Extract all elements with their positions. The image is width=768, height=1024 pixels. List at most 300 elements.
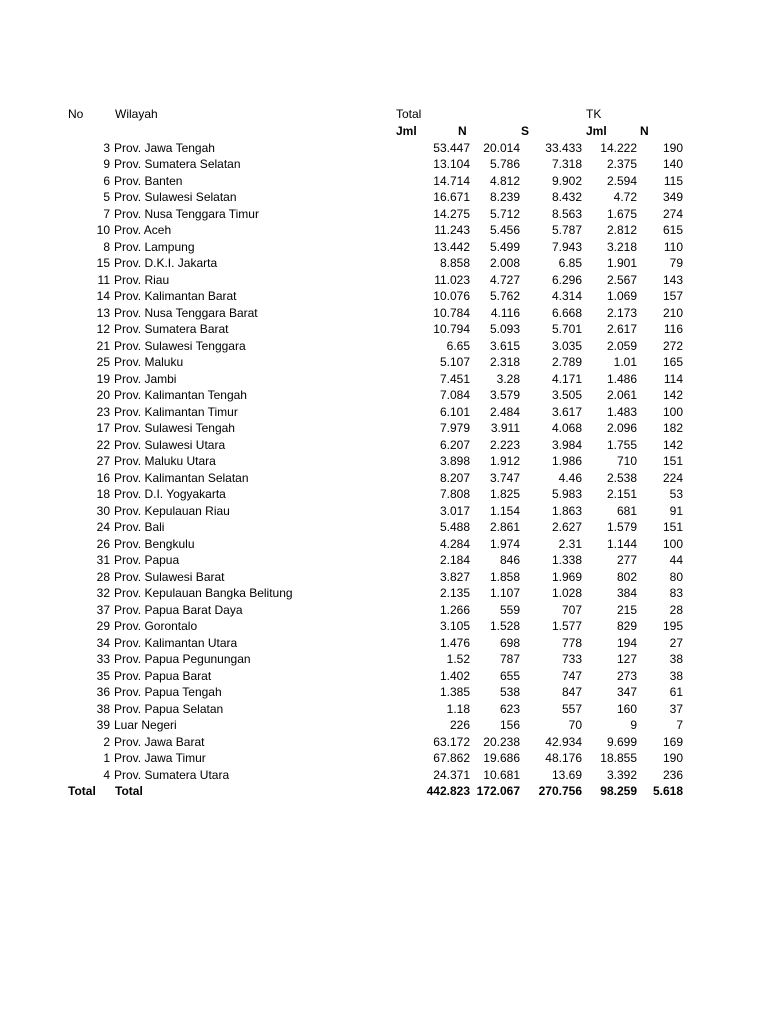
row-tk-n: 169 bbox=[662, 734, 683, 749]
row-no: 29 bbox=[96, 619, 110, 633]
row-tk-jml: 829 bbox=[616, 619, 637, 633]
total-n: 172.067 bbox=[476, 784, 520, 798]
table-row bbox=[0, 404, 768, 420]
row-wilayah: Prov. Sulawesi Barat bbox=[114, 569, 225, 584]
row-wilayah: Prov. Gorontalo bbox=[114, 619, 198, 633]
row-no: 10 bbox=[96, 223, 110, 237]
table-row bbox=[0, 305, 768, 321]
row-tk-jml: 2.538 bbox=[606, 470, 637, 485]
subheader-s: S bbox=[521, 124, 530, 138]
row-tk-jml: 2.173 bbox=[606, 305, 637, 320]
row-n: 20.238 bbox=[483, 734, 520, 749]
row-n: 1.107 bbox=[489, 586, 520, 600]
row-wilayah: Prov. Sumatera Barat bbox=[114, 322, 229, 336]
subheader-tk-jml: Jml bbox=[586, 124, 607, 138]
row-n: 655 bbox=[499, 668, 520, 683]
subheader-jml: Jml bbox=[396, 124, 417, 138]
row-s: 70 bbox=[568, 718, 582, 732]
row-n: 5.499 bbox=[489, 239, 520, 254]
row-n: 1.974 bbox=[489, 536, 520, 551]
row-jml: 1.476 bbox=[439, 635, 470, 650]
row-wilayah: Prov. Sumatera Selatan bbox=[114, 157, 241, 171]
header-no: No bbox=[68, 107, 84, 121]
row-no: 37 bbox=[96, 602, 110, 617]
row-no: 24 bbox=[96, 520, 110, 534]
row-tk-n: 27 bbox=[669, 635, 683, 650]
row-n: 2.861 bbox=[489, 520, 520, 534]
row-jml: 6.101 bbox=[439, 404, 470, 419]
row-n: 3.615 bbox=[489, 338, 520, 353]
row-n: 1.912 bbox=[489, 454, 520, 468]
row-jml: 10.076 bbox=[433, 289, 470, 303]
row-n: 3.911 bbox=[490, 421, 520, 435]
row-no: 14 bbox=[96, 289, 110, 303]
row-tk-n: 83 bbox=[669, 586, 683, 600]
subheader-row bbox=[0, 123, 768, 139]
row-jml: 6.65 bbox=[446, 338, 470, 353]
row-n: 4.116 bbox=[490, 305, 520, 320]
row-wilayah: Prov. D.I. Yogyakarta bbox=[114, 487, 226, 501]
table-row bbox=[0, 239, 768, 255]
row-tk-n: 182 bbox=[662, 421, 683, 435]
table-row bbox=[0, 470, 768, 486]
table-row bbox=[0, 206, 768, 222]
row-wilayah: Prov. Bengkulu bbox=[114, 536, 195, 551]
row-jml: 1.266 bbox=[439, 602, 470, 617]
table-row bbox=[0, 173, 768, 189]
row-n: 559 bbox=[499, 602, 520, 617]
row-tk-n: 140 bbox=[662, 157, 683, 171]
row-tk-n: 37 bbox=[669, 701, 683, 716]
row-wilayah: Prov. Papua Barat Daya bbox=[114, 602, 243, 617]
row-no: 38 bbox=[96, 701, 110, 716]
row-tk-jml: 160 bbox=[616, 701, 637, 716]
row-s: 48.176 bbox=[545, 751, 582, 765]
row-no: 34 bbox=[96, 635, 110, 650]
row-wilayah: Prov. Papua bbox=[114, 553, 180, 567]
row-s: 3.617 bbox=[551, 404, 582, 419]
row-tk-n: 274 bbox=[662, 206, 683, 221]
row-n: 8.239 bbox=[489, 190, 520, 204]
table-row bbox=[0, 288, 768, 304]
table-row bbox=[0, 635, 768, 651]
row-s: 6.85 bbox=[558, 256, 582, 270]
row-n: 1.858 bbox=[489, 569, 520, 584]
row-s: 1.028 bbox=[551, 586, 582, 600]
header-total: Total bbox=[396, 107, 422, 121]
row-wilayah: Prov. Aceh bbox=[114, 223, 172, 237]
row-tk-n: 236 bbox=[662, 767, 683, 782]
row-wilayah: Prov. Kalimantan Timur bbox=[114, 404, 238, 419]
row-n: 20.014 bbox=[483, 140, 520, 155]
row-tk-n: 115 bbox=[663, 173, 683, 188]
row-n: 5.786 bbox=[489, 157, 520, 171]
row-no: 25 bbox=[96, 355, 110, 369]
row-tk-n: 28 bbox=[669, 602, 683, 617]
row-no: 11 bbox=[97, 272, 110, 287]
table-row bbox=[0, 387, 768, 403]
table-row bbox=[0, 321, 768, 337]
row-s: 2.31 bbox=[558, 536, 582, 551]
table-row bbox=[0, 189, 768, 205]
table-row bbox=[0, 272, 768, 288]
row-jml: 14.275 bbox=[433, 206, 470, 221]
row-no: 1 bbox=[103, 751, 110, 765]
row-n: 1.825 bbox=[489, 487, 520, 501]
row-tk-n: 38 bbox=[669, 652, 683, 666]
row-tk-n: 7 bbox=[676, 718, 683, 732]
row-wilayah: Prov. Lampung bbox=[114, 239, 195, 254]
row-tk-jml: 9 bbox=[630, 718, 637, 732]
row-no: 21 bbox=[96, 338, 110, 353]
table-row bbox=[0, 618, 768, 634]
row-jml: 11.243 bbox=[434, 223, 470, 237]
table-row bbox=[0, 519, 768, 535]
row-tk-n: 349 bbox=[662, 190, 683, 204]
row-n: 2.318 bbox=[489, 355, 520, 369]
row-tk-jml: 3.392 bbox=[606, 767, 637, 782]
row-s: 847 bbox=[561, 685, 582, 699]
row-wilayah: Prov. Nusa Tenggara Barat bbox=[114, 305, 258, 320]
row-s: 1.863 bbox=[551, 503, 582, 518]
row-tk-jml: 2.096 bbox=[606, 421, 637, 435]
row-jml: 5.107 bbox=[439, 355, 470, 369]
row-no: 16 bbox=[96, 470, 110, 485]
row-tk-jml: 194 bbox=[616, 635, 637, 650]
row-n: 5.456 bbox=[489, 223, 520, 237]
row-s: 9.902 bbox=[551, 173, 582, 188]
row-tk-n: 38 bbox=[669, 668, 683, 683]
row-jml: 7.808 bbox=[439, 487, 470, 501]
row-jml: 11.023 bbox=[434, 272, 470, 287]
total-label: Total bbox=[68, 784, 96, 798]
row-s: 4.068 bbox=[551, 421, 582, 435]
row-tk-n: 116 bbox=[663, 322, 683, 336]
row-s: 2.789 bbox=[551, 355, 582, 369]
row-n: 1.154 bbox=[489, 503, 520, 518]
row-n: 5.762 bbox=[489, 289, 520, 303]
row-s: 707 bbox=[561, 602, 582, 617]
row-s: 3.035 bbox=[551, 338, 582, 353]
table-row bbox=[0, 453, 768, 469]
row-tk-jml: 2.617 bbox=[606, 322, 637, 336]
row-jml: 2.184 bbox=[439, 553, 470, 567]
row-s: 747 bbox=[561, 668, 582, 683]
table-row bbox=[0, 569, 768, 585]
row-n: 19.686 bbox=[483, 751, 520, 765]
row-n: 787 bbox=[499, 652, 520, 666]
row-s: 7.318 bbox=[551, 157, 582, 171]
table-row bbox=[0, 668, 768, 684]
row-jml: 63.172 bbox=[433, 734, 470, 749]
row-jml: 7.979 bbox=[439, 421, 470, 435]
row-jml: 13.104 bbox=[433, 157, 470, 171]
row-n: 623 bbox=[499, 701, 520, 716]
row-n: 10.681 bbox=[483, 767, 520, 782]
row-tk-n: 195 bbox=[662, 619, 683, 633]
table-row bbox=[0, 156, 768, 172]
row-jml: 8.207 bbox=[439, 470, 470, 485]
row-jml: 1.52 bbox=[446, 652, 470, 666]
row-tk-jml: 802 bbox=[616, 569, 637, 584]
row-wilayah: Prov. Kalimantan Tengah bbox=[114, 388, 247, 402]
total-row bbox=[0, 783, 768, 799]
table-row bbox=[0, 222, 768, 238]
row-jml: 6.207 bbox=[439, 437, 470, 452]
row-wilayah: Prov. Jawa Tengah bbox=[114, 140, 215, 155]
row-no: 31 bbox=[96, 553, 110, 567]
row-wilayah: Prov. D.K.I. Jakarta bbox=[114, 256, 218, 270]
row-n: 3.28 bbox=[496, 371, 520, 386]
row-jml: 2.135 bbox=[439, 586, 470, 600]
row-no: 32 bbox=[96, 586, 110, 600]
row-tk-n: 80 bbox=[669, 569, 683, 584]
row-tk-n: 157 bbox=[662, 289, 683, 303]
row-jml: 16.671 bbox=[433, 190, 470, 204]
table-row bbox=[0, 140, 768, 156]
row-wilayah: Prov. Sulawesi Selatan bbox=[114, 190, 237, 204]
total-tk-jml: 98.259 bbox=[600, 784, 637, 798]
row-tk-n: 53 bbox=[669, 487, 683, 501]
row-s: 4.46 bbox=[558, 470, 582, 485]
row-tk-n: 142 bbox=[662, 437, 683, 452]
row-wilayah: Prov. Kalimantan Utara bbox=[114, 635, 238, 650]
row-tk-jml: 9.699 bbox=[606, 734, 637, 749]
row-tk-jml: 4.72 bbox=[613, 190, 637, 204]
table-row bbox=[0, 552, 768, 568]
row-tk-n: 114 bbox=[663, 371, 683, 386]
row-no: 5 bbox=[103, 190, 110, 204]
row-tk-jml: 1.901 bbox=[606, 256, 637, 270]
row-tk-jml: 1.144 bbox=[606, 536, 637, 551]
row-no: 12 bbox=[96, 322, 110, 336]
total-jml: 442.823 bbox=[426, 784, 470, 798]
table-row bbox=[0, 734, 768, 750]
row-n: 538 bbox=[499, 685, 520, 699]
row-s: 4.171 bbox=[551, 371, 582, 386]
row-tk-jml: 273 bbox=[616, 668, 637, 683]
table-row bbox=[0, 486, 768, 502]
row-tk-n: 165 bbox=[662, 355, 683, 369]
row-jml: 10.794 bbox=[433, 322, 470, 336]
table-row bbox=[0, 767, 768, 783]
table-row bbox=[0, 701, 768, 717]
row-tk-n: 190 bbox=[662, 751, 683, 765]
row-tk-jml: 2.061 bbox=[606, 388, 637, 402]
row-wilayah: Prov. Kepulauan Bangka Belitung bbox=[114, 586, 293, 600]
table-row bbox=[0, 371, 768, 387]
row-tk-jml: 1.755 bbox=[606, 437, 637, 452]
table-row bbox=[0, 602, 768, 618]
row-wilayah: Prov. Kalimantan Barat bbox=[114, 289, 237, 303]
row-tk-jml: 127 bbox=[616, 652, 637, 666]
row-s: 5.983 bbox=[551, 487, 582, 501]
row-tk-n: 272 bbox=[662, 338, 683, 353]
row-wilayah: Prov. Sumatera Utara bbox=[114, 767, 230, 782]
total-tk-n: 5.618 bbox=[652, 784, 683, 798]
row-tk-jml: 2.375 bbox=[606, 157, 637, 171]
row-s: 1.969 bbox=[551, 569, 582, 584]
row-n: 2.223 bbox=[489, 437, 520, 452]
row-wilayah: Prov. Sulawesi Tenggara bbox=[114, 338, 246, 353]
row-wilayah: Prov. Jawa Timur bbox=[114, 751, 206, 765]
row-n: 5.712 bbox=[489, 206, 520, 221]
header-wilayah: Wilayah bbox=[115, 107, 158, 121]
header-tk: TK bbox=[586, 107, 602, 121]
row-tk-jml: 18.855 bbox=[600, 751, 637, 765]
row-no: 18 bbox=[96, 487, 110, 501]
row-tk-jml: 1.483 bbox=[606, 404, 637, 419]
row-jml: 226 bbox=[449, 718, 470, 732]
row-s: 33.433 bbox=[545, 140, 582, 155]
row-wilayah: Prov. Papua Tengah bbox=[114, 685, 222, 699]
row-no: 15 bbox=[96, 256, 110, 270]
row-tk-jml: 2.567 bbox=[606, 272, 637, 287]
row-no: 27 bbox=[96, 454, 110, 468]
table-row bbox=[0, 420, 768, 436]
row-wilayah: Prov. Papua Selatan bbox=[114, 701, 224, 716]
row-tk-jml: 2.059 bbox=[606, 338, 637, 353]
row-n: 156 bbox=[499, 718, 520, 732]
table-row bbox=[0, 585, 768, 601]
row-s: 557 bbox=[561, 701, 582, 716]
row-tk-jml: 1.579 bbox=[606, 520, 637, 534]
row-no: 35 bbox=[96, 668, 110, 683]
row-tk-jml: 2.812 bbox=[606, 223, 637, 237]
row-s: 6.296 bbox=[551, 272, 582, 287]
row-jml: 7.084 bbox=[439, 388, 470, 402]
row-tk-jml: 1.675 bbox=[606, 206, 637, 221]
table-row bbox=[0, 338, 768, 354]
row-jml: 5.488 bbox=[439, 520, 470, 534]
row-n: 3.579 bbox=[489, 388, 520, 402]
total-wilayah: Total bbox=[115, 784, 143, 798]
row-wilayah: Prov. Banten bbox=[114, 173, 183, 188]
table-row bbox=[0, 750, 768, 766]
row-tk-n: 143 bbox=[662, 272, 683, 287]
row-jml: 1.18 bbox=[446, 701, 470, 716]
row-tk-jml: 384 bbox=[616, 586, 637, 600]
row-no: 36 bbox=[96, 685, 110, 699]
row-s: 778 bbox=[561, 635, 582, 650]
row-no: 23 bbox=[96, 404, 110, 419]
row-tk-jml: 215 bbox=[616, 602, 637, 617]
row-tk-jml: 1.069 bbox=[606, 289, 637, 303]
row-wilayah: Prov. Sulawesi Tengah bbox=[114, 421, 235, 435]
row-n: 698 bbox=[499, 635, 520, 650]
row-wilayah: Prov. Kepulauan Riau bbox=[114, 503, 230, 518]
row-tk-n: 100 bbox=[662, 536, 683, 551]
row-jml: 7.451 bbox=[439, 371, 470, 386]
row-tk-n: 100 bbox=[662, 404, 683, 419]
row-s: 3.505 bbox=[551, 388, 582, 402]
row-jml: 3.017 bbox=[439, 503, 470, 518]
row-tk-n: 91 bbox=[669, 503, 683, 518]
row-no: 26 bbox=[96, 536, 110, 551]
subheader-n: N bbox=[458, 124, 467, 138]
subheader-tk-n: N bbox=[640, 124, 649, 138]
row-tk-n: 224 bbox=[662, 470, 683, 485]
row-tk-jml: 277 bbox=[616, 553, 637, 567]
row-n: 5.093 bbox=[489, 322, 520, 336]
row-tk-n: 210 bbox=[662, 305, 683, 320]
table-row bbox=[0, 437, 768, 453]
row-n: 3.747 bbox=[489, 470, 520, 485]
row-s: 5.787 bbox=[551, 223, 582, 237]
row-s: 1.577 bbox=[551, 619, 582, 633]
row-jml: 1.402 bbox=[439, 668, 470, 683]
row-s: 3.984 bbox=[551, 437, 582, 452]
row-no: 4 bbox=[103, 767, 110, 782]
row-wilayah: Prov. Jawa Barat bbox=[114, 734, 205, 749]
row-jml: 3.827 bbox=[439, 569, 470, 584]
row-tk-jml: 1.01 bbox=[613, 355, 637, 369]
row-no: 2 bbox=[103, 734, 110, 749]
row-no: 3 bbox=[103, 140, 110, 155]
row-n: 4.812 bbox=[489, 173, 520, 188]
row-jml: 13.442 bbox=[433, 239, 470, 254]
row-jml: 4.284 bbox=[439, 536, 470, 551]
row-jml: 3.105 bbox=[439, 619, 470, 633]
row-no: 6 bbox=[103, 173, 110, 188]
table-row bbox=[0, 684, 768, 700]
table-row bbox=[0, 255, 768, 271]
row-no: 20 bbox=[96, 388, 110, 402]
row-s: 4.314 bbox=[551, 289, 582, 303]
row-no: 19 bbox=[96, 371, 110, 386]
row-wilayah: Prov. Bali bbox=[114, 520, 165, 534]
row-tk-n: 61 bbox=[669, 685, 683, 699]
row-n: 846 bbox=[499, 553, 520, 567]
row-tk-jml: 710 bbox=[616, 454, 637, 468]
row-jml: 14.714 bbox=[433, 173, 470, 188]
row-n: 2.008 bbox=[489, 256, 520, 270]
row-wilayah: Prov. Maluku bbox=[114, 355, 184, 369]
row-jml: 53.447 bbox=[433, 140, 470, 155]
row-n: 4.727 bbox=[489, 272, 520, 287]
row-s: 6.668 bbox=[551, 305, 582, 320]
row-s: 8.432 bbox=[551, 190, 582, 204]
row-jml: 67.862 bbox=[433, 751, 470, 765]
row-s: 8.563 bbox=[551, 206, 582, 221]
row-no: 9 bbox=[103, 157, 110, 171]
table-row bbox=[0, 651, 768, 667]
table-row bbox=[0, 354, 768, 370]
row-wilayah: Prov. Jambi bbox=[114, 371, 177, 386]
row-jml: 10.784 bbox=[433, 305, 470, 320]
row-jml: 3.898 bbox=[439, 454, 470, 468]
row-no: 7 bbox=[103, 206, 110, 221]
row-tk-n: 615 bbox=[662, 223, 683, 237]
row-jml: 8.858 bbox=[439, 256, 470, 270]
row-no: 22 bbox=[96, 437, 110, 452]
row-s: 2.627 bbox=[551, 520, 582, 534]
row-n: 1.528 bbox=[489, 619, 520, 633]
table-row bbox=[0, 503, 768, 519]
row-wilayah: Prov. Nusa Tenggara Timur bbox=[114, 206, 259, 221]
row-tk-jml: 1.486 bbox=[606, 371, 637, 386]
row-n: 2.484 bbox=[489, 404, 520, 419]
row-tk-n: 110 bbox=[663, 239, 683, 254]
row-tk-n: 151 bbox=[662, 454, 683, 468]
row-tk-n: 190 bbox=[662, 140, 683, 155]
row-tk-n: 151 bbox=[662, 520, 683, 534]
row-wilayah: Prov. Sulawesi Utara bbox=[114, 437, 226, 452]
row-jml: 24.371 bbox=[433, 767, 470, 782]
row-tk-jml: 14.222 bbox=[600, 140, 637, 155]
row-wilayah: Prov. Papua Pegunungan bbox=[114, 652, 251, 666]
row-s: 13.69 bbox=[551, 767, 582, 782]
